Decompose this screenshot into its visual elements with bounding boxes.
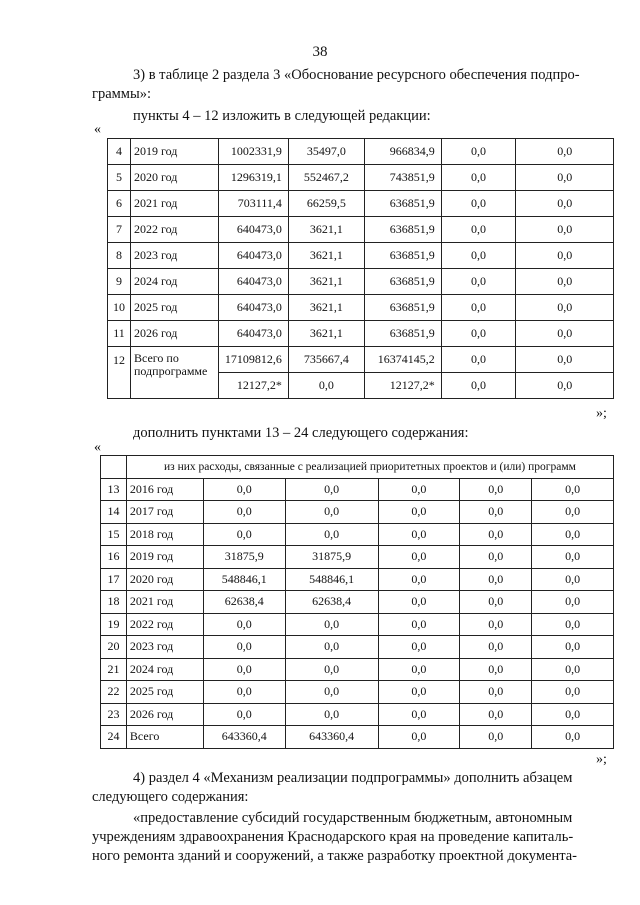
table-cell: 0,0	[460, 681, 532, 704]
table-cell: 11	[108, 321, 131, 347]
table-cell: 0,0	[378, 523, 460, 546]
table-cell: 0,0	[532, 636, 614, 659]
table-cell: 12	[108, 347, 131, 399]
table-cell: 0,0	[285, 478, 378, 501]
table-cell: 7	[108, 217, 131, 243]
table-cell: 0,0	[460, 568, 532, 591]
table-cell: 2021 год	[130, 191, 218, 217]
table-cell: 0,0	[285, 501, 378, 524]
paragraph-line: 3) в таблице 2 раздела 3 «Обоснование ресурсного обеспечения подпро-	[133, 67, 580, 83]
table-cell: 0,0	[532, 726, 614, 749]
table-row	[101, 478, 614, 501]
table-cell: 0,0	[516, 321, 614, 347]
page-number: 38	[312, 44, 328, 60]
table-cell: 2026 год	[130, 321, 218, 347]
paragraph-line: ного ремонта зданий и сооружений, а также разработку проектной документа-	[92, 848, 577, 864]
table-cell: 0,0	[441, 217, 516, 243]
table-cell: 0,0	[441, 321, 516, 347]
table-cell: 552467,2	[288, 165, 364, 191]
table-cell: 0,0	[203, 681, 285, 704]
table-cell: 0,0	[203, 613, 285, 636]
table-cell: 0,0	[441, 139, 516, 165]
table-cell: 0,0	[460, 703, 532, 726]
table-cell: 3621,1	[288, 243, 364, 269]
table-cell: 2020 год	[130, 165, 218, 191]
close-quote: »;	[596, 406, 607, 421]
table-cell: 636851,9	[364, 321, 441, 347]
table-cell: 19	[101, 613, 127, 636]
table-cell: 2022 год	[126, 613, 203, 636]
table-row	[101, 591, 614, 614]
table-cell: 0,0	[532, 703, 614, 726]
table-cell: 636851,9	[364, 217, 441, 243]
table-cell: 2023 год	[130, 243, 218, 269]
table-row	[101, 703, 614, 726]
table-cell: 0,0	[441, 295, 516, 321]
paragraph-line: пункты 4 – 12 изложить в следующей редакции:	[133, 108, 431, 124]
table-cell: 0,0	[441, 269, 516, 295]
table-cell: 2016 год	[126, 478, 203, 501]
table-cell: 743851,9	[364, 165, 441, 191]
table-cell: 0,0	[378, 613, 460, 636]
table-cell: 16	[101, 546, 127, 569]
table-cell: 0,0	[516, 139, 614, 165]
table-cell: 2025 год	[126, 681, 203, 704]
table-cell: 0,0	[378, 636, 460, 659]
table-cell: 548846,1	[203, 568, 285, 591]
table-cell: 0,0	[203, 501, 285, 524]
paragraph-line: дополнить пунктами 13 – 24 следующего содержания:	[133, 425, 469, 441]
table-cell: 21	[101, 658, 127, 681]
table-cell: 0,0	[378, 658, 460, 681]
table-cell: 0,0	[532, 523, 614, 546]
table-row	[108, 243, 614, 269]
paragraph-line: учреждениям здравоохранения Краснодарского края на проведение капиталь-	[92, 829, 574, 845]
table-cell: 3621,1	[288, 269, 364, 295]
table-cell: 1002331,9	[218, 139, 288, 165]
table-cell: 703111,4	[218, 191, 288, 217]
table-cell	[101, 456, 127, 479]
table-cell: 0,0	[285, 523, 378, 546]
table-cell: 2024 год	[126, 658, 203, 681]
table-row	[108, 139, 614, 165]
table-cell: 643360,4	[285, 726, 378, 749]
open-quote: «	[94, 122, 101, 137]
table-cell: 35497,0	[288, 139, 364, 165]
table-cell: 2017 год	[126, 501, 203, 524]
table-cell: 13	[101, 478, 127, 501]
table-cell: 2025 год	[130, 295, 218, 321]
table-cell: 966834,9	[364, 139, 441, 165]
table-cell: 31875,9	[285, 546, 378, 569]
table-row	[101, 546, 614, 569]
table-cell: 0,0	[378, 478, 460, 501]
table-row	[101, 658, 614, 681]
table-cell: 5	[108, 165, 131, 191]
table-cell: 17109812,6	[218, 347, 288, 373]
table-cell: 0,0	[285, 613, 378, 636]
table-header-row	[101, 456, 614, 479]
table-cell: 2021 год	[126, 591, 203, 614]
table-cell: 0,0	[532, 658, 614, 681]
table-cell: из них расходы, связанные с реализацией приоритетных проектов и (или) программ	[126, 456, 613, 479]
table-row	[108, 191, 614, 217]
table-cell: 24	[101, 726, 127, 749]
table-cell: 6	[108, 191, 131, 217]
paragraph-line: граммы»:	[92, 86, 152, 102]
table-cell: 20	[101, 636, 127, 659]
table-cell: 0,0	[378, 726, 460, 749]
table-row	[108, 347, 614, 373]
table-cell: 0,0	[516, 165, 614, 191]
table-cell: 0,0	[460, 613, 532, 636]
table-cell: 3621,1	[288, 295, 364, 321]
table-cell: 0,0	[285, 658, 378, 681]
table-cell: 0,0	[378, 501, 460, 524]
table-cell: 62638,4	[203, 591, 285, 614]
table-cell: 22	[101, 681, 127, 704]
table-cell: 0,0	[460, 726, 532, 749]
table-cell: 0,0	[378, 591, 460, 614]
table-cell: 0,0	[441, 373, 516, 399]
table-cell: 0,0	[441, 191, 516, 217]
table-cell: 636851,9	[364, 269, 441, 295]
table-cell: 640473,0	[218, 321, 288, 347]
table-row	[101, 523, 614, 546]
table-cell: 640473,0	[218, 269, 288, 295]
table-row	[101, 726, 614, 749]
table-cell: 8	[108, 243, 131, 269]
table-cell: 0,0	[516, 347, 614, 373]
table-cell: 0,0	[516, 373, 614, 399]
close-quote: »;	[596, 752, 607, 767]
table-row	[108, 295, 614, 321]
table-cell: 0,0	[516, 295, 614, 321]
table-cell: 2019 год	[126, 546, 203, 569]
table-cell: 0,0	[532, 591, 614, 614]
table-cell: 3621,1	[288, 321, 364, 347]
table-cell: 2020 год	[126, 568, 203, 591]
table-cell: 0,0	[460, 658, 532, 681]
table-cell: 0,0	[532, 681, 614, 704]
table-cell: 0,0	[532, 568, 614, 591]
table-cell: 636851,9	[364, 191, 441, 217]
table-cell: 0,0	[460, 546, 532, 569]
table-cell: 0,0	[378, 568, 460, 591]
table-cell: 640473,0	[218, 295, 288, 321]
table-cell: 0,0	[203, 636, 285, 659]
table-row	[101, 681, 614, 704]
table-row	[101, 501, 614, 524]
table-cell: 0,0	[460, 591, 532, 614]
table-cell: 0,0	[441, 165, 516, 191]
table-cell: 9	[108, 269, 131, 295]
table-cell: 0,0	[285, 681, 378, 704]
paragraph-line: 4) раздел 4 «Механизм реализации подпрограммы» дополнить абзацем	[133, 770, 573, 786]
table-cell: 636851,9	[364, 243, 441, 269]
table-cell: 0,0	[203, 523, 285, 546]
table-cell: 2022 год	[130, 217, 218, 243]
table-cell: 12127,2*	[364, 373, 441, 399]
table-cell: 0,0	[378, 703, 460, 726]
table-1	[107, 138, 614, 399]
table-cell: 2018 год	[126, 523, 203, 546]
table-row	[108, 217, 614, 243]
table-cell: 0,0	[532, 546, 614, 569]
table-cell: 2026 год	[126, 703, 203, 726]
table-cell: 12127,2*	[218, 373, 288, 399]
paragraph-line: «предоставление субсидий государственным бюджетным, автономным	[133, 810, 573, 826]
table-cell: 0,0	[441, 243, 516, 269]
table-cell: 4	[108, 139, 131, 165]
table-cell: 0,0	[441, 347, 516, 373]
table-cell: 0,0	[378, 681, 460, 704]
table-cell: 0,0	[460, 523, 532, 546]
table-cell: 0,0	[460, 636, 532, 659]
table-cell: 31875,9	[203, 546, 285, 569]
paragraph-line: следующего содержания:	[92, 789, 249, 805]
table-cell: 2019 год	[130, 139, 218, 165]
table-cell: 548846,1	[285, 568, 378, 591]
table-cell: 62638,4	[285, 591, 378, 614]
table-cell: 0,0	[516, 217, 614, 243]
table-cell: 0,0	[532, 613, 614, 636]
table-cell: 0,0	[516, 191, 614, 217]
table-cell: Всего	[126, 726, 203, 749]
table-cell: 0,0	[532, 501, 614, 524]
table-row	[101, 636, 614, 659]
table-row	[108, 165, 614, 191]
table-2	[100, 455, 614, 749]
table-cell: 23	[101, 703, 127, 726]
table-row	[108, 269, 614, 295]
table-cell: 0,0	[378, 546, 460, 569]
table-cell: 0,0	[516, 243, 614, 269]
table-cell: 10	[108, 295, 131, 321]
table-cell: 643360,4	[203, 726, 285, 749]
table-cell: 735667,4	[288, 347, 364, 373]
table-cell: 2023 год	[126, 636, 203, 659]
table-cell: 15	[101, 523, 127, 546]
table-cell: 2024 год	[130, 269, 218, 295]
table-cell: 0,0	[285, 636, 378, 659]
table-cell: 0,0	[532, 478, 614, 501]
table-cell: 640473,0	[218, 217, 288, 243]
table-cell: 1296319,1	[218, 165, 288, 191]
table-cell: 0,0	[460, 501, 532, 524]
table-cell: 0,0	[516, 269, 614, 295]
table-cell: 66259,5	[288, 191, 364, 217]
table-cell: 636851,9	[364, 295, 441, 321]
table-cell: 3621,1	[288, 217, 364, 243]
table-cell: 0,0	[203, 478, 285, 501]
table-cell: Всего по подпрограмме	[130, 347, 218, 399]
table-row	[101, 568, 614, 591]
table-cell: 0,0	[460, 478, 532, 501]
table-cell: 18	[101, 591, 127, 614]
table-cell: 17	[101, 568, 127, 591]
table-row	[101, 613, 614, 636]
table-cell: 0,0	[288, 373, 364, 399]
table-cell: 640473,0	[218, 243, 288, 269]
table-cell: 0,0	[203, 658, 285, 681]
table-cell: 14	[101, 501, 127, 524]
table-cell: 0,0	[285, 703, 378, 726]
table-cell: 0,0	[203, 703, 285, 726]
open-quote: «	[94, 440, 101, 455]
table-cell: 16374145,2	[364, 347, 441, 373]
table-row	[108, 321, 614, 347]
